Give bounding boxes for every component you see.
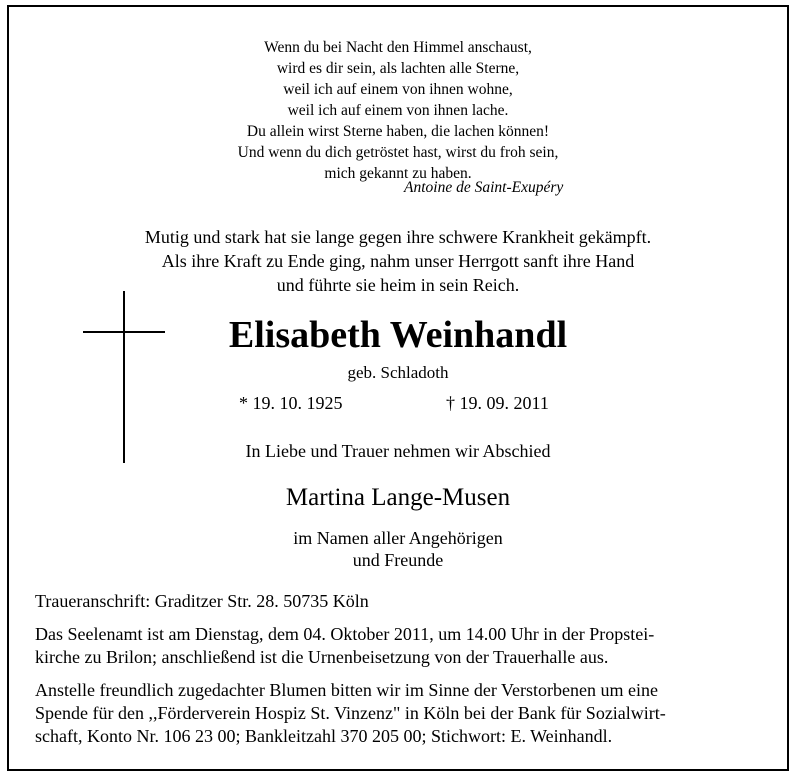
poem-line: wird es dir sein, als lachten alle Sterne, (276, 60, 520, 77)
poem-line: weil ich auf einem von ihnen wohne, (283, 81, 513, 98)
donation-line: Spende für den ,,Förderverein Hospiz St. Vinzenz" in Köln bei der Bank für Sozialwirt- (35, 703, 666, 723)
poem-line: mich gekannt zu haben. (324, 165, 472, 182)
farewell-line: In Liebe und Trauer nehmen wir Abschied (245, 441, 551, 461)
donation-paragraph (35, 679, 770, 748)
poem-line: Und wenn du dich getröstet hast, wirst du froh sein, (237, 144, 559, 161)
behalf-line: im Namen aller Angehörigen (293, 528, 503, 548)
donation-line: schaft, Konto Nr. 106 23 00; Bankleitzahl 370 205 00; Stichwort: E. Weinhandl. (35, 726, 613, 746)
poem-line: weil ich auf einem von ihnen lache. (287, 102, 509, 119)
service-line: Das Seelenamt ist am Dienstag, dem 04. Oktober 2011, um 14.00 Uhr in der Propstei- (35, 624, 655, 644)
intro-line: und führte sie heim in sein Reich. (276, 275, 520, 295)
birth-date: * 19. 10. 1925 (239, 393, 343, 413)
service-line: kirche zu Brilon; anschließend ist die Urnenbeisetzung von der Trauerhalle aus. (35, 647, 609, 667)
signer-name: Martina Lange-Musen (285, 484, 511, 511)
birth-name: geb. Schladoth (347, 363, 449, 382)
donation-line: Anstelle freundlich zugedachter Blumen bitten wir im Sinne der Verstorbenen um eine (35, 680, 658, 700)
intro-line: Als ihre Kraft zu Ende ging, nahm unser Herrgott sanft ihre Hand (161, 251, 635, 271)
deceased-name: Elisabeth Weinhandl (228, 314, 568, 356)
behalf-line: und Freunde (352, 550, 444, 570)
poem-line: Du allein wirst Sterne haben, die lachen können! (246, 123, 550, 140)
obituary-notice (7, 5, 789, 771)
poem-line: Wenn du bei Nacht den Himmel anschaust, (264, 39, 532, 56)
behalf-block (9, 527, 787, 571)
poem-block (9, 37, 787, 184)
intro-text (9, 225, 787, 297)
mourning-address: Traueranschrift: Graditzer Str. 28. 50735 Köln (35, 591, 369, 611)
intro-line: Mutig und stark hat sie lange gegen ihre schwere Krankheit gekämpft. (144, 227, 652, 247)
poem-author: Antoine de Saint-Exupéry (404, 179, 564, 196)
service-paragraph (35, 623, 770, 669)
death-date: † 19. 09. 2011 (446, 393, 549, 413)
